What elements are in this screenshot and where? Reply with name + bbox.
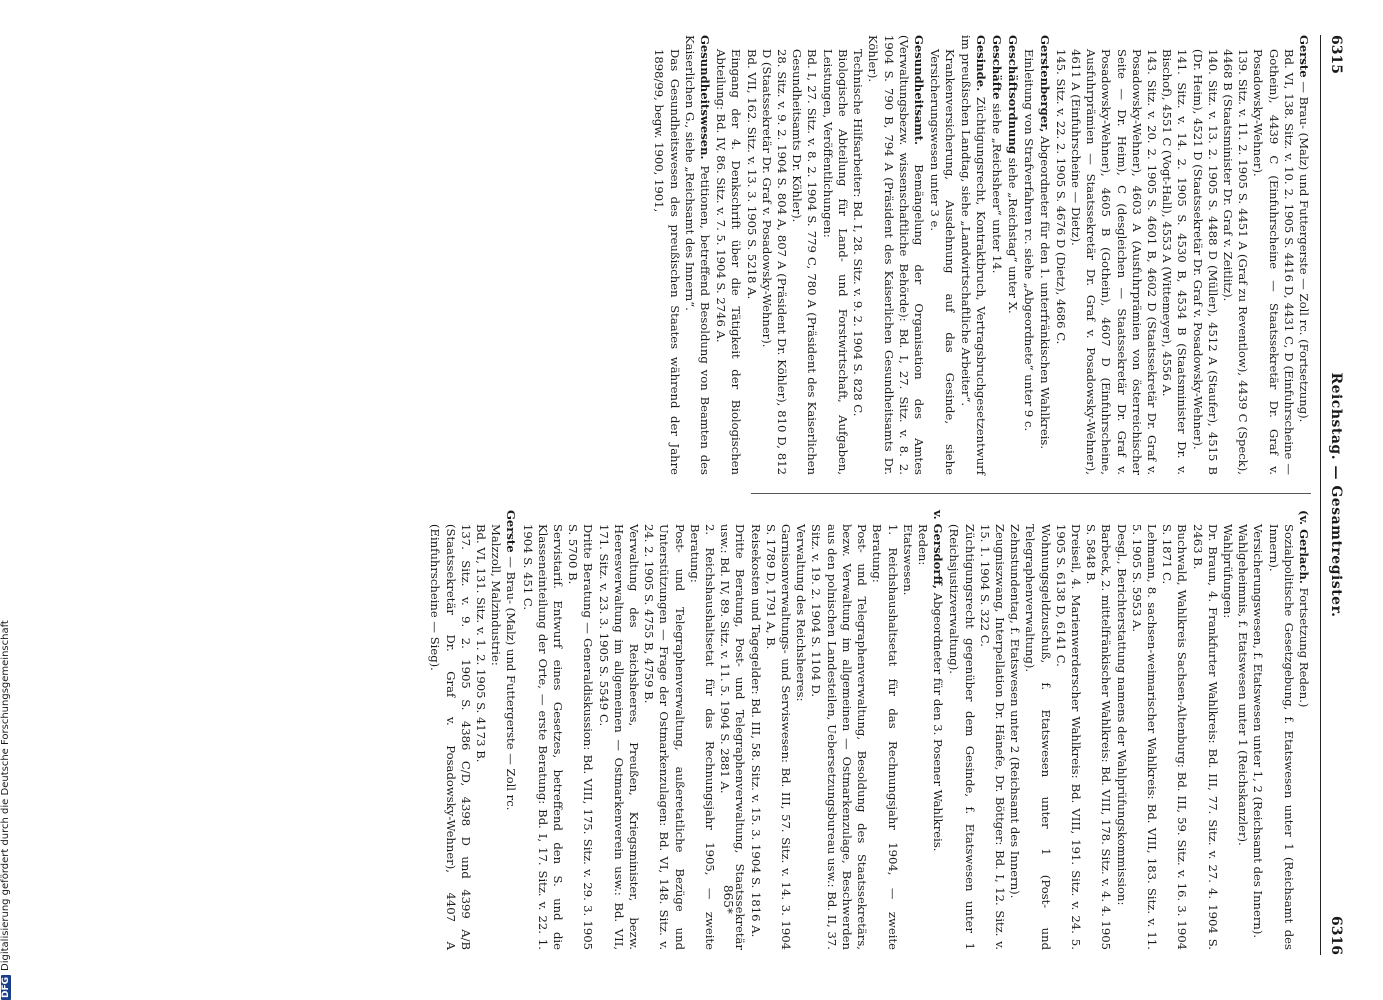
entry-line: 137. Sitz. v. 9. 2. 1905 S. 4386 C/D, 4398 D und 4399 A/B (Staatssekretär Dr. Graf v. Posadowsky-Wehner), 4407 A (Einfuhrscheine — Sieg). xyxy=(428,524,473,950)
column-divider xyxy=(751,493,1311,494)
entry-heading: Geschäftsordnung xyxy=(1006,35,1021,155)
entry-line: Bd. VII, 162. Sitz. v. 13. 3. 1905 S. 5218 A. xyxy=(744,49,759,300)
entry-heading: v. Gersdorff, xyxy=(931,510,946,590)
entry-line: Fortsetzung Reden.) xyxy=(1297,587,1311,708)
index-entry xyxy=(713,35,926,475)
entry-line: 1. Reichshaushaltsetat für das Rechnungsjahr 1904, — zweite Beratung: xyxy=(870,524,900,950)
index-entry xyxy=(946,510,1311,950)
entry-line: 145. Sitz. v. 22. 2. 1905 S. 4676 D (Dietz), 4686 C. xyxy=(1053,49,1068,345)
entry-line: Bd. VI, 138. Sitz. v. 10. 2. 1905 S. 4416 D, 4431 C, D (Einfuhrscheine — Gothein), 4439 C (Einfuhrscheine — Staatssekretär Dr. Graf v. Posadowsky-Wehner). xyxy=(1251,49,1296,475)
entry-line: Biologische Abteilung für Land- und Forstwirtschaft, Aufgaben, Leistungen, Veröffentlichungen: xyxy=(820,49,850,475)
entry-line: Einleitung von Strafverfahren rc. siehe „Abgeordnete“ unter 9 c. xyxy=(1022,49,1037,432)
entry-line: Barbeck, 2. mittelfränkischer Wahlkreis: Bd. VIII, 178. Sitz. v. 4. 4. 1905 S. 5848 B. xyxy=(1084,524,1114,950)
entry-line: Servistarif. Entwurf eines Gesetzes, betreffend den S. und die Klasseneinteilung der Orte, — erste Beratung: Bd. I, 17. Sitz. v. 22. 1. 1904 S. 451 C. xyxy=(520,524,566,950)
dfg-logo: DFG xyxy=(1,976,11,998)
entry-heading: Gesinde. xyxy=(973,35,988,92)
entry-line: Post- und Telegraphenverwaltung, außeretatliche Bezüge und Unterstützungen — Frage der Ostmarkenzulagen: Bd. VI, 148. Sitz. v. 24. 2. 1905 S. 4755 B, 4759 B. xyxy=(642,524,687,950)
entry-line: siehe „Reichstag“ unter X. xyxy=(1006,157,1021,314)
right-column xyxy=(426,510,1311,950)
entry-line: Eingang der 4. Denkschrift über die Tätigkeit der Biologischen Abteilung: Bd. IV, 86. Sitz. v. 7. 5. 1904 S. 2746 A. xyxy=(714,49,744,475)
entry-line: 140. Sitz. v. 13. 2. 1905 S. 4488 D (Müller), 4512 A (Staufer), 4515 B (Dr. Heim), 4521 D (Staatssekretär Dr. Graf v. Posadowsky-Wehner). xyxy=(1190,49,1220,475)
entry-line: Buchwald, Wahlkreis Sachsen-Altenburg: Bd. III, 59. Sitz. v. 16. 3. 1904 S. 1871 C. xyxy=(1160,524,1190,950)
entry-line: — Brau- (Malz) und Futtergerste — Zoll rc. (Fortsetzung). xyxy=(1297,81,1311,423)
entry-line: Versicherungswesen, f. Etatswesen unter 1, 2 (Reichsamt des Innern). xyxy=(1251,524,1266,939)
page-signature: 865* xyxy=(721,885,735,914)
entry-line: Züchtigungsrecht gegenüber dem Gesinde, f. Etatswesen unter 1 (Reichsjustizverwaltung). xyxy=(947,524,977,950)
entry-line: Etatswesen. xyxy=(900,524,915,596)
index-entry xyxy=(989,35,1004,475)
entry-heading: Gesundheitsamt. xyxy=(911,35,926,146)
index-entry xyxy=(927,35,988,475)
entry-line: Züchtigungsrecht, Kontraktbruch, Vertragsbruchgesetzentwurf im preußischen Landtag, siehe „Landwirtschaftliche Arbeiter“. xyxy=(958,35,988,476)
entry-line: Sozialpolitische Gesetzgebung, f. Etatswesen unter 1 (Reichsamt des Innern). xyxy=(1266,524,1296,950)
entry-line: Wahlprüfungen: xyxy=(1220,524,1235,619)
index-entry xyxy=(427,510,518,950)
entry-heading: Geschäfte xyxy=(989,35,1004,100)
sidebar-credit xyxy=(0,600,16,1000)
entry-line: Abgeordneter für den 1. unterfränkischen Wahlkreis. xyxy=(1037,136,1052,450)
entry-line: Wohnungsgeldzuschuß, f. Etatswesen unter 1 (Post- und Telegraphenverwaltung). xyxy=(1023,524,1053,950)
entry-line: Das Gesundheitswesen des preußischen Staates während der Jahre 1898/99, begw. 1900, 1901, xyxy=(652,49,682,475)
page-number-left: 6315 xyxy=(1328,35,1344,74)
entry-line: Dr. Braun, 4. Frankfurter Wahlkreis: Bd. III, 77. Sitz. v. 27. 4. 1904 S. 2463 B. xyxy=(1190,524,1220,950)
entry-line: — Brau- (Malz) und Futtergerste — Zoll rc. xyxy=(504,556,519,811)
index-entry xyxy=(519,510,945,950)
entry-line: 143. Sitz. v. 20. 2. 1905 S. 4601 B, 4602 D (Staatssekretär Dr. Graf v. Posadowsky-Wehner), 4603 A (Ausfuhrprämien von österreichischer Seite — Dr. Heim), C (desgleichen — Staatssekretär Dr. Graf v. Posadowsky-Wehner), 4605 B (Gothein), 4607 D (Einfuhrscheine, Ausfuhrprämien — Staatssekretär Dr. Graf v. Posadowsky-Wehner), 4611 A (Einfuhrscheine — Dietz). xyxy=(1068,49,1159,475)
entry-line: Bd. VI, 131. Sitz. v. 1. 2. 1905 S. 4173 B. xyxy=(474,524,489,763)
entry-line: Bemängelung der Organisation des Amtes (Verwaltungsbezw. wissenschaftliche Behörde): Bd. I, 27. Sitz. v. 8. 2. 1904 S. 790 B, 794 A (Präsident des Kaiserlichen Gesundheitsamts Dr. Köhler). xyxy=(866,35,926,476)
index-entry xyxy=(1021,35,1051,475)
entry-line: Post- und Telegraphenverwaltung, Besoldung des Staatssekretärs, bezw. Verwaltung im allgemeinen — Ostmarkenzulage, Beschwerden aus den polnischen Landesteilen, Uebersetzungsbureau usw.: Bd. II, 37. Sitz. v. 19. 2. 1904 S. 1104 D. xyxy=(809,524,870,950)
entry-line: Technische Hilfsarbeiter: Bd. I, 28. Sitz. v. 9. 2. 1904 S. 828 C. xyxy=(851,49,866,417)
entry-line: Garnisonverwaltungs- und Serviswesen: Bd. III, 57. Sitz. v. 14. 3. 1904 S. 1789 D, 1791 A, B. xyxy=(763,524,794,950)
running-title: Reichstag. — Gesamtregister. xyxy=(1328,372,1344,618)
index-entry xyxy=(1053,35,1311,475)
entry-line: Zehnstundentag, f. Etatswesen unter 2 (Reichsamt des Innern). xyxy=(1008,524,1023,899)
entry-line: Dritte Beratung — Generaldiskussion: Bd. VIII, 175. Sitz. v. 29. 3. 1905 S. 5700 B. xyxy=(566,524,596,950)
entry-line: Dritte Beratung, Post- und Telegraphenverwaltung, Staatssekretär usw.: Bd. IV, 89. Sitz. v. 11. 5. 1904 S. 2881 A. xyxy=(718,524,748,950)
entry-line: Dreiseil, 4. Marienwerderscher Wahlkreis: Bd. VIII, 191. Sitz. v. 24. 5. 1905 S. 6138 D, 6141 C. xyxy=(1053,524,1083,950)
entry-line: Wahlgeheimnis, f. Etatswesen unter 1 (Reichskanzler). xyxy=(1236,524,1251,846)
entry-line: Zeugniszwang, Interpellation Dr. Hänefe, Dr. Böttger: Bd. I, 12. Sitz. v. 15. 1. 1904 S. 322 C. xyxy=(977,524,1007,950)
entry-line: Desgl., Berichterstattung namens der Wahlprüfungskommission: xyxy=(1114,524,1129,906)
page-number-right: 6316 xyxy=(1328,916,1344,955)
entry-heading: Gerste xyxy=(504,510,519,553)
sidebar-credit-text xyxy=(0,600,16,1000)
entry-line: 2. Reichshaushaltsetat für das Rechnungsjahr 1905, — zweite Beratung: xyxy=(687,524,718,950)
entry-line: 139. Sitz. v. 11. 2. 1905 S. 4451 A (Graf zu Reventlow), 4439 C (Speck), 4468 B (Staatsminister Dr. Graf v. Zeitlitz). xyxy=(1220,49,1251,475)
scanned-page xyxy=(65,15,1355,975)
entry-line: Reden: xyxy=(915,524,930,566)
entry-heading: Gerste xyxy=(1297,35,1311,78)
entry-line: Abgeordneter für den 3. Posener Wahlkreis. xyxy=(931,592,946,852)
entry-line: Reisekosten und Tagegelder: Bd. III, 58. Sitz. v. 15. 3. 1904 S. 1816 A. xyxy=(748,524,763,938)
entry-heading: (v. Gerlach. xyxy=(1297,510,1311,584)
entry-line: Lehmann, 8. sachsen-weimarischer Wahlkreis: Bd. VIII, 183. Sitz. v. 11. 5. 1905 S. 5953 A. xyxy=(1129,524,1159,950)
entry-line: Verwaltung des Reichsheeres, Preußen, Kriegsminister, bezw. Heeresverwaltung im allgemeinen — Ostmarkenverein usw.: Bd. VII, 171. Sitz. v. 23. 3. 1905 S. 5549 C. xyxy=(596,524,642,950)
entry-line: Verwaltung des Reichsheeres: xyxy=(794,524,809,702)
entry-line: siehe „Reichsheer“ unter 14. xyxy=(989,103,1004,274)
entry-line: 28. Sitz. v. 9. 2. 1904 S. 804 A, 807 A (Präsident Dr. Köhler), 810 D, 812 D (Staatssekretär Dr. Graf v. Posadowsky-Wehner). xyxy=(759,49,790,475)
entry-line: Krankenversicherung, Ausdehnung auf das Gesinde, siehe Versicherungswesen unter 3 e. xyxy=(928,49,958,475)
index-entry xyxy=(1005,35,1020,475)
entry-heading: Gesundheitswesen. xyxy=(698,35,713,160)
page-header xyxy=(1320,35,1347,955)
entry-line: Bd. I, 27. Sitz. v. 8. 2. 1904 S. 779 C, 780 A (Präsident des Kaiserlichen Gesundheitsamts Dr. Köhler). xyxy=(790,49,820,475)
entry-line: Malzzoll, Malzindustrie: xyxy=(489,524,504,666)
index-entry xyxy=(651,35,712,475)
entry-line: 141. Sitz. v. 14. 2. 1905 S. 4530 B, 4534 B (Staatsminister Dr. v. Bischof), 4551 C (Vogt-Hall), 4553 A (Wittemeyer), 4556 A. xyxy=(1160,49,1190,475)
entry-heading: Gerstenberger, xyxy=(1037,35,1052,133)
left-column xyxy=(650,35,1311,475)
entry-line: Petitionen, betreffend Besoldung von Beamten des Kaiserlichen G., siehe „Reichsamt des Innern“. xyxy=(682,35,713,475)
sidebar-credit-label: Digitalisierung gefördert durch die Deutsche Forschungsgemeinschaft xyxy=(0,620,11,971)
